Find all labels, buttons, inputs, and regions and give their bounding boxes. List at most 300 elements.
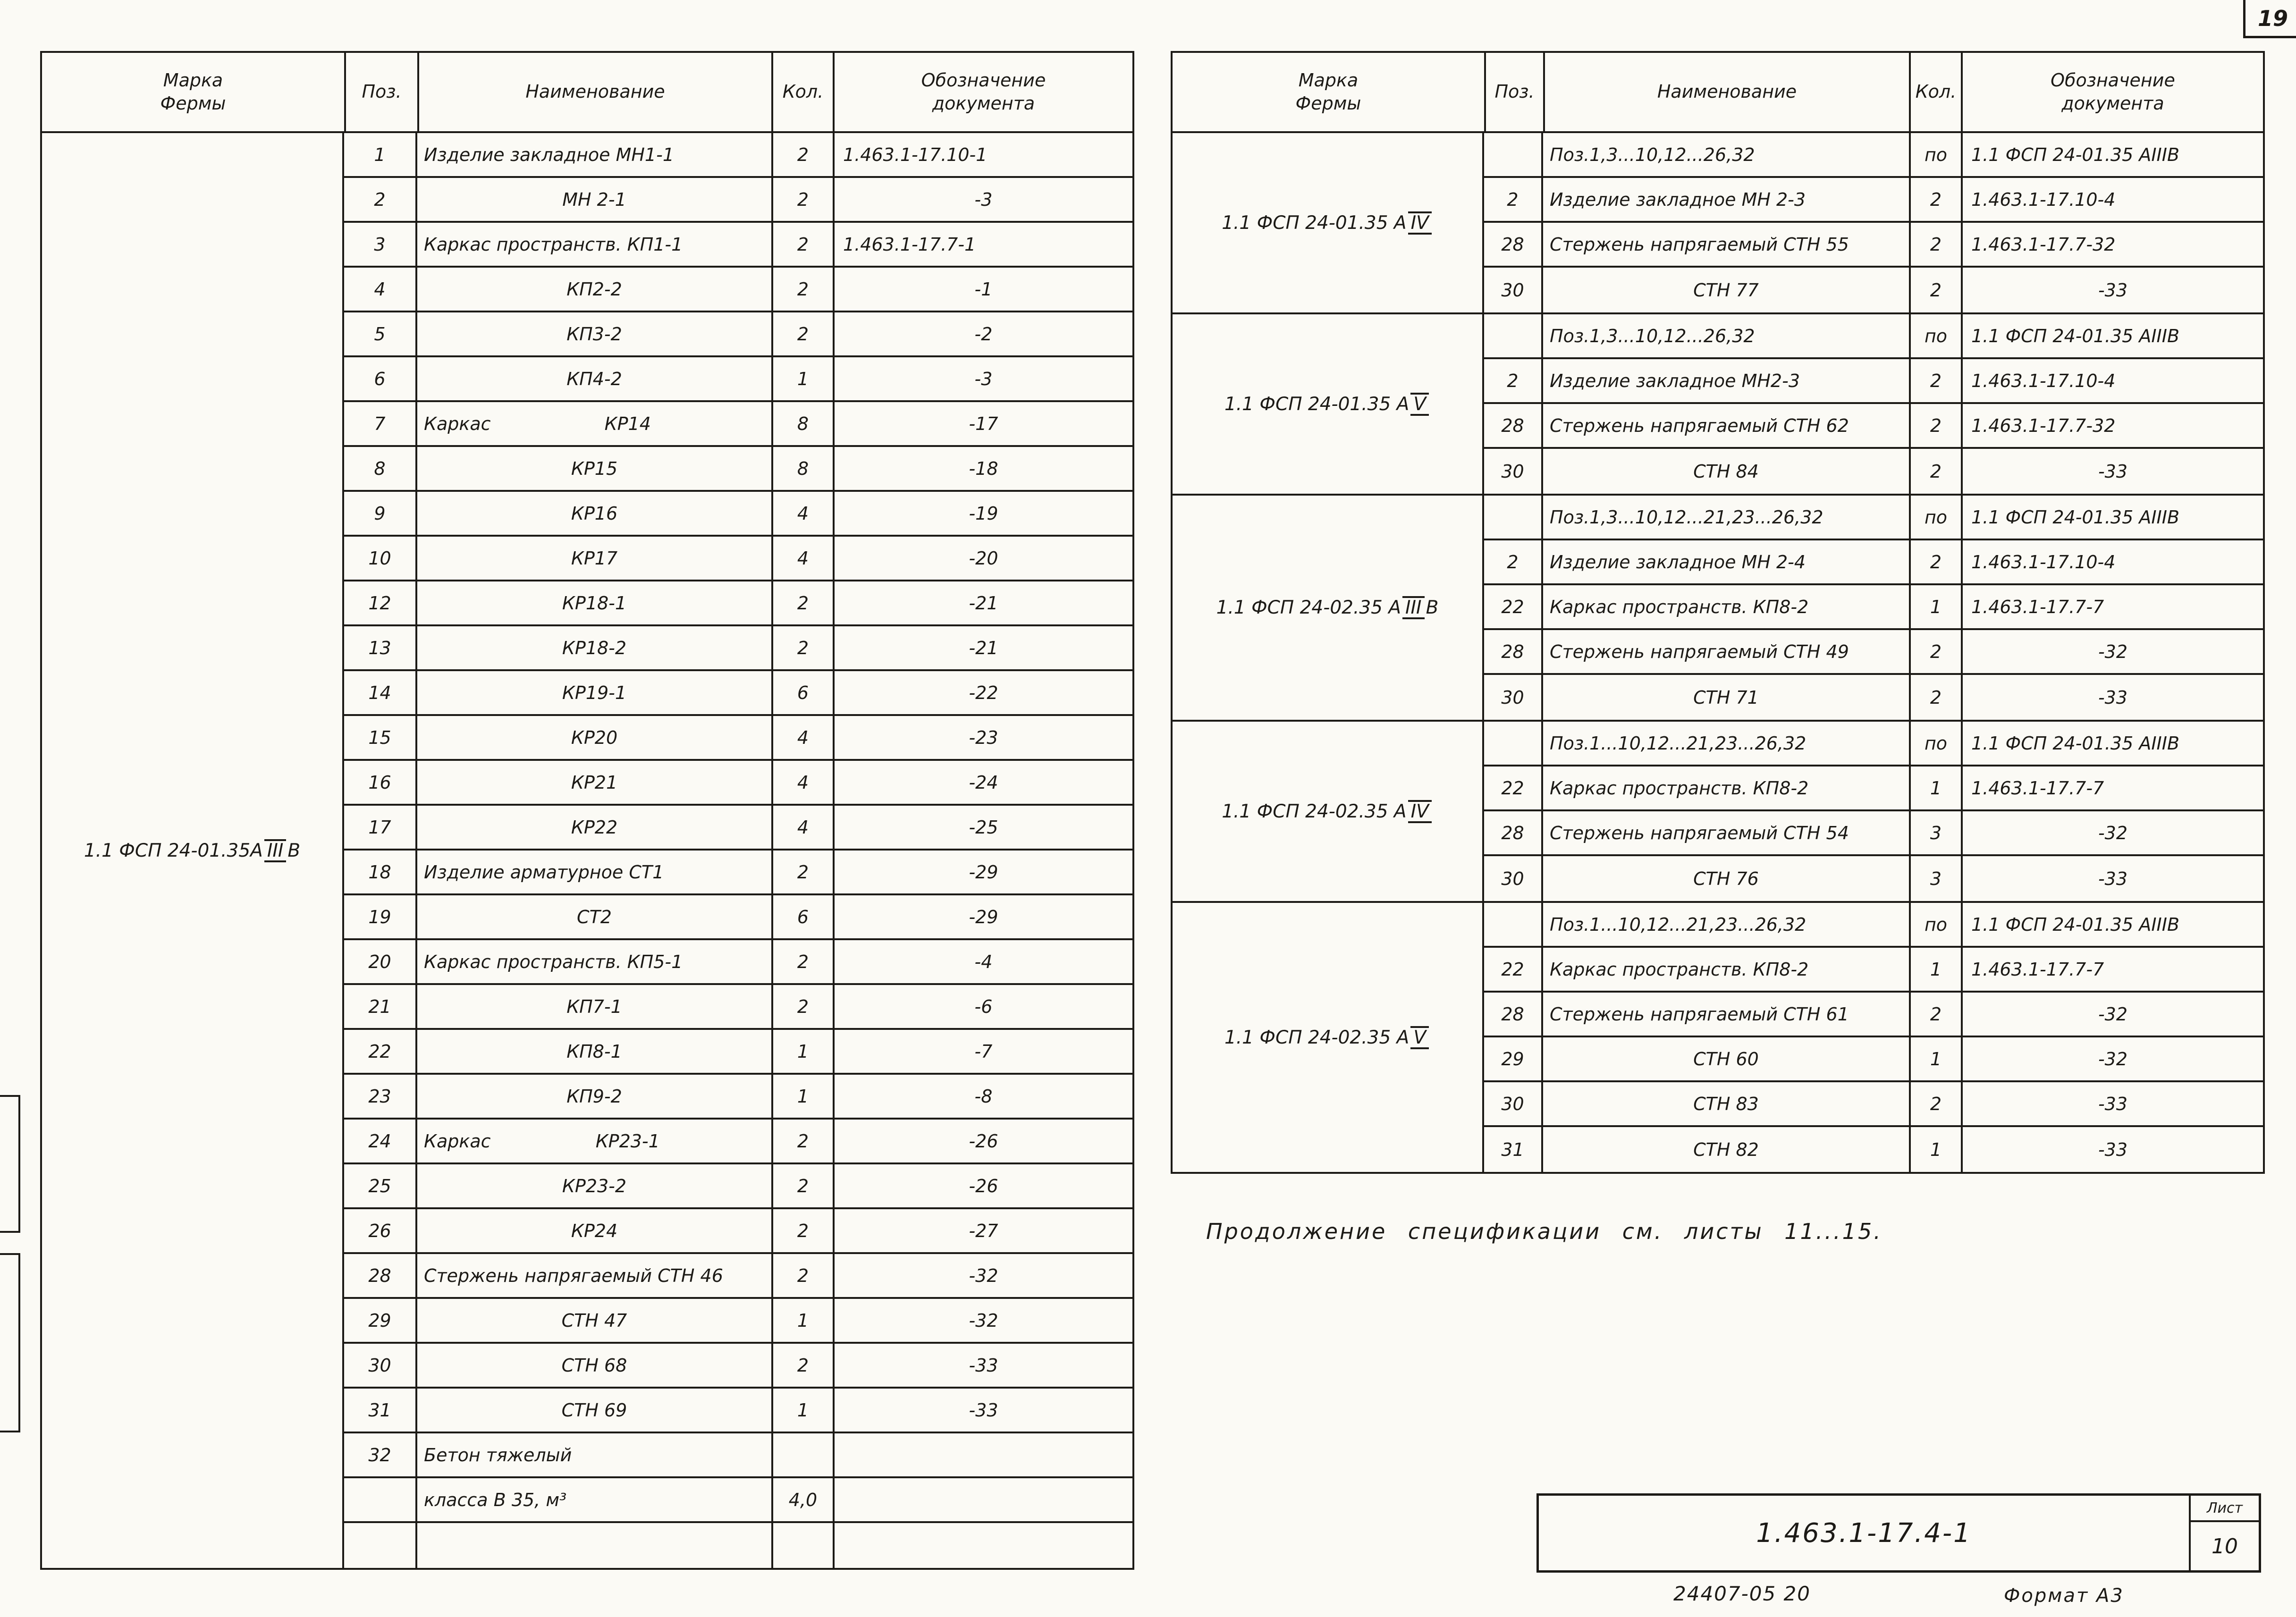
document-ref-cell: -29 (833, 851, 1132, 893)
item-name-cell (415, 581, 771, 624)
document-ref-cell: 1.463.1-17.7-32 (1961, 223, 2263, 266)
document-ref-cell: -1 (833, 268, 1132, 311)
quantity-cell: 2 (771, 268, 833, 311)
header-qty: Кол. (1909, 53, 1961, 131)
document-ref-cell: -32 (1961, 811, 2263, 854)
position-cell: 13 (368, 637, 391, 658)
left-rows (344, 133, 1132, 1568)
item-code: КП7-1 (566, 996, 622, 1017)
group-rows (1484, 903, 2263, 1172)
item-name-cell (1541, 856, 1909, 901)
document-ref-cell: -17 (833, 402, 1132, 445)
document-ref-cell: -25 (833, 806, 1132, 849)
item-code: КР18-2 (562, 637, 627, 658)
position-cell: 8 (374, 458, 386, 479)
truss-mark-prefix: 1.1 ФСП 24-01.35 А (1222, 212, 1407, 234)
item-name-cell (415, 761, 771, 804)
quantity-cell: 2 (1909, 223, 1961, 266)
document-ref-cell: -7 (833, 1030, 1132, 1073)
item-label: Каркас пространств. КП8-2 (1550, 596, 1809, 617)
position-cell: 17 (368, 817, 391, 838)
item-label: Каркас (424, 413, 491, 434)
right-groups (1173, 133, 2263, 1172)
position-cell: 22 (1501, 596, 1524, 617)
document-ref-cell: -20 (833, 537, 1132, 580)
item-label: Стержень напрягаемый СТН 54 (1550, 822, 1849, 843)
document-ref-cell: 1.1 ФСП 24-01.35 АIIIВ (1961, 722, 2263, 765)
quantity-cell: 2 (771, 1254, 833, 1297)
table-header (1173, 53, 2263, 133)
table-row (1484, 314, 2263, 359)
group-rows (1484, 133, 2263, 312)
position-cell (1484, 314, 1541, 357)
table-row (1484, 223, 2263, 268)
position-cell: 30 (1501, 279, 1524, 301)
truss-mark-roman: V (1410, 393, 1429, 416)
item-name-cell (1541, 722, 1909, 765)
position-cell: 2 (374, 189, 386, 210)
table-row (1484, 993, 2263, 1037)
table-row (344, 716, 1132, 761)
document-ref-cell: -4 (833, 940, 1132, 983)
item-name-cell (1541, 449, 1909, 494)
quantity-cell: 2 (771, 133, 833, 176)
document-ref-cell: -3 (833, 178, 1132, 221)
item-code: КР20 (571, 727, 618, 748)
position-cell (1484, 903, 1541, 946)
document-ref-cell: 1.463.1-17.10-1 (833, 133, 1132, 176)
table-row (344, 402, 1132, 447)
item-code: КР15 (571, 458, 618, 479)
quantity-cell: 2 (771, 940, 833, 983)
item-name-cell (415, 940, 771, 983)
document-ref-cell: -21 (833, 581, 1132, 624)
quantity-cell: 1 (1909, 1037, 1961, 1080)
item-name-cell (415, 492, 771, 535)
truss-mark-roman: IV (1408, 800, 1432, 823)
position-cell: 22 (368, 1041, 391, 1062)
header-mark (42, 53, 344, 131)
truss-group (1173, 722, 2263, 903)
position-cell (1484, 496, 1541, 539)
document-ref-cell: 1.1 ФСП 24-01.35 АIIIВ (1961, 133, 2263, 176)
document-ref-cell: -6 (833, 985, 1132, 1028)
truss-mark-suffix: В (287, 840, 301, 861)
document-ref-cell: -33 (1961, 856, 2263, 901)
document-ref-cell: 1.463.1-17.7-1 (833, 223, 1132, 266)
document-ref-cell: -33 (1961, 268, 2263, 312)
document-ref-cell: -21 (833, 626, 1132, 669)
item-label: Поз.1,3...10,12...26,32 (1550, 325, 1755, 346)
table-row (344, 447, 1132, 492)
quantity-cell: 2 (1909, 268, 1961, 312)
position-cell: 30 (1501, 687, 1524, 708)
truss-mark-roman: III (264, 839, 287, 862)
quantity-cell: 4,0 (771, 1478, 833, 1521)
document-ref-cell: -33 (1961, 1127, 2263, 1172)
document-ref-cell: -22 (833, 671, 1132, 714)
document-ref-cell: 1.463.1-17.7-7 (1961, 585, 2263, 628)
quantity-cell: 2 (1909, 449, 1961, 494)
item-code: МН 2-1 (562, 189, 626, 210)
quantity-cell: 4 (771, 537, 833, 580)
item-name-cell (415, 1075, 771, 1118)
item-name-cell (415, 1389, 771, 1432)
quantity-cell: 1 (771, 1389, 833, 1432)
position-cell: 32 (368, 1444, 391, 1465)
item-name-cell (415, 1478, 771, 1521)
item-code: СТН 84 (1693, 461, 1759, 482)
truss-mark (42, 133, 344, 1568)
document-ref-cell: -32 (1961, 630, 2263, 673)
quantity-cell: 2 (1909, 993, 1961, 1036)
item-name-cell (415, 537, 771, 580)
quantity-cell: 1 (771, 1030, 833, 1073)
quantity-cell: 1 (771, 357, 833, 400)
item-name-cell (415, 1254, 771, 1297)
header-mark-line1: Марка (163, 69, 223, 91)
quantity-cell: по (1909, 133, 1961, 176)
item-name-cell (415, 671, 771, 714)
table-row (1484, 766, 2263, 811)
quantity-cell: 2 (771, 1209, 833, 1252)
document-ref-cell: -33 (833, 1344, 1132, 1387)
item-name-cell (1541, 133, 1909, 176)
quantity-cell: 2 (771, 312, 833, 355)
document-ref-cell: -33 (833, 1389, 1132, 1432)
position-cell: 10 (368, 547, 391, 569)
document-ref-cell: -24 (833, 761, 1132, 804)
item-code: КР14 (604, 413, 651, 434)
table-row (344, 940, 1132, 985)
document-ref-cell: -26 (833, 1120, 1132, 1162)
document-ref-cell: -2 (833, 312, 1132, 355)
right-spec-table (1171, 51, 2265, 1174)
table-row (344, 895, 1132, 940)
item-name-cell (1541, 993, 1909, 1036)
document-ref-cell: -23 (833, 716, 1132, 759)
item-code: КР16 (571, 503, 618, 524)
document-ref-cell: -27 (833, 1209, 1132, 1252)
format-label: Формат А3 (2004, 1585, 2124, 1607)
item-code: СТН 60 (1693, 1048, 1759, 1070)
quantity-cell: по (1909, 903, 1961, 946)
table-row (344, 985, 1132, 1030)
document-ref-cell (833, 1433, 1132, 1476)
item-name-cell (415, 806, 771, 849)
document-ref-cell: -32 (833, 1254, 1132, 1297)
truss-mark-prefix: 1.1 ФСП 24-02.35 А (1216, 597, 1401, 618)
quantity-cell: 2 (771, 1344, 833, 1387)
sheet-label: Лист (2191, 1496, 2259, 1522)
item-name-cell (415, 223, 771, 266)
position-cell: 4 (374, 278, 386, 300)
quantity-cell: 2 (1909, 359, 1961, 402)
quantity-cell: 2 (771, 1120, 833, 1162)
table-row (1484, 948, 2263, 993)
document-ref-cell: 1.1 ФСП 24-01.35 АIIIВ (1961, 903, 2263, 946)
item-name-cell (415, 133, 771, 176)
item-name-cell (415, 312, 771, 355)
left-spec-table (40, 51, 1134, 1570)
header-doc (1961, 53, 2263, 131)
position-cell: 14 (368, 682, 391, 703)
quantity-cell: 8 (771, 402, 833, 445)
quantity-cell: 1 (1909, 585, 1961, 628)
document-number: 1.463.1-17.4-1 (1756, 1517, 1972, 1549)
item-name-cell (1541, 811, 1909, 854)
position-cell: 12 (368, 592, 391, 614)
document-ref-cell: -19 (833, 492, 1132, 535)
item-code: КП8-1 (566, 1041, 622, 1062)
document-ref-cell: 1.463.1-17.10-4 (1961, 359, 2263, 402)
position-cell: 22 (1501, 959, 1524, 980)
table-row (344, 671, 1132, 716)
position-cell: 30 (1501, 1093, 1524, 1114)
item-name-cell (1541, 178, 1909, 221)
item-name-cell (1541, 948, 1909, 991)
table-row (344, 851, 1132, 895)
item-code: КП3-2 (566, 323, 622, 345)
position-cell: 5 (374, 323, 386, 345)
quantity-cell: 1 (1909, 766, 1961, 809)
quantity-cell (771, 1523, 833, 1568)
item-name-cell (415, 1164, 771, 1207)
header-doc-line1: Обозначение (2051, 69, 2175, 91)
table-row (344, 1478, 1132, 1523)
item-code: КР17 (571, 547, 618, 569)
table-row (1484, 856, 2263, 901)
item-label: Стержень напрягаемый СТН 46 (424, 1265, 723, 1286)
quantity-cell: 4 (771, 492, 833, 535)
item-code: КП9-2 (566, 1086, 622, 1107)
position-cell: 30 (1501, 868, 1524, 889)
position-cell: 22 (1501, 777, 1524, 799)
item-name-cell (1541, 314, 1909, 357)
quantity-cell: 4 (771, 761, 833, 804)
group-rows (1484, 722, 2263, 901)
item-label: класса В 35, м³ (424, 1489, 567, 1510)
item-name-cell (415, 985, 771, 1028)
item-label: Поз.1...10,12...21,23...26,32 (1550, 733, 1806, 754)
truss-mark (1173, 496, 1484, 720)
item-code: КП2-2 (566, 278, 622, 300)
table-row (344, 626, 1132, 671)
position-cell: 20 (368, 951, 391, 972)
document-ref-cell: -18 (833, 447, 1132, 490)
truss-group (1173, 496, 2263, 722)
table-row (1484, 540, 2263, 585)
truss-mark-suffix: В (1426, 597, 1439, 618)
quantity-cell: 6 (771, 671, 833, 714)
document-ref-cell: 1.463.1-17.10-4 (1961, 178, 2263, 221)
header-pos: Поз. (1484, 53, 1543, 131)
item-name-cell (1541, 268, 1909, 312)
position-cell: 30 (368, 1355, 391, 1376)
item-code: КР22 (571, 817, 618, 838)
position-cell (1484, 722, 1541, 765)
position-cell: 16 (368, 772, 391, 793)
table-row (1484, 722, 2263, 766)
table-row (1484, 133, 2263, 178)
position-cell (344, 1478, 415, 1521)
position-cell (344, 1523, 415, 1568)
table-row (344, 268, 1132, 312)
header-name: Наименование (417, 53, 771, 131)
table-row (344, 806, 1132, 851)
item-name-cell (415, 178, 771, 221)
item-code: КР18-1 (562, 592, 627, 614)
header-doc-line2: документа (932, 93, 1035, 114)
table-row (344, 537, 1132, 581)
table-row (1484, 496, 2263, 540)
position-cell: 28 (1501, 415, 1524, 436)
item-label: Каркас пространств. КП8-2 (1550, 959, 1809, 980)
item-name-cell (415, 1209, 771, 1252)
position-cell: 26 (368, 1220, 391, 1241)
truss-group (1173, 133, 2263, 314)
item-name-cell (415, 1523, 771, 1568)
position-cell: 1 (374, 144, 386, 165)
position-cell: 23 (368, 1086, 391, 1107)
document-ref-cell: 1.1 ФСП 24-01.35 АIIIВ (1961, 496, 2263, 539)
table-row (344, 1120, 1132, 1164)
position-cell: 2 (1507, 189, 1519, 210)
header-pos: Поз. (344, 53, 417, 131)
position-cell: 28 (1501, 234, 1524, 255)
position-cell: 9 (374, 503, 386, 524)
item-name-cell (415, 1299, 771, 1342)
item-code: КР19-1 (562, 682, 627, 703)
document-ref-cell: 1.1 ФСП 24-01.35 АIIIВ (1961, 314, 2263, 357)
table-row (344, 1299, 1132, 1344)
stamp-code: 24407-05 20 (1673, 1582, 1811, 1605)
item-name-cell (1541, 404, 1909, 447)
table-row (344, 492, 1132, 537)
quantity-cell: по (1909, 314, 1961, 357)
item-name-cell (415, 268, 771, 311)
quantity-cell: 2 (771, 178, 833, 221)
table-row (344, 133, 1132, 178)
item-code: КП4-2 (566, 368, 622, 389)
position-cell: 30 (1501, 461, 1524, 482)
table-row (1484, 1082, 2263, 1127)
document-ref-cell: -33 (1961, 1082, 2263, 1125)
truss-mark-prefix: 1.1 ФСП 24-01.35 А (1224, 393, 1410, 415)
item-code: КР23-2 (562, 1175, 627, 1196)
item-name-cell (415, 1030, 771, 1073)
document-ref-cell: -33 (1961, 449, 2263, 494)
position-cell: 28 (368, 1265, 391, 1286)
item-name-cell (415, 357, 771, 400)
quantity-cell: 1 (1909, 948, 1961, 991)
item-label: Бетон тяжелый (424, 1444, 572, 1465)
quantity-cell: 2 (771, 985, 833, 1028)
quantity-cell: 2 (1909, 630, 1961, 673)
position-cell: 2 (1507, 370, 1519, 391)
quantity-cell: 2 (1909, 675, 1961, 720)
table-row (1484, 449, 2263, 494)
document-ref-cell: 1.463.1-17.7-32 (1961, 404, 2263, 447)
item-name-cell (1541, 630, 1909, 673)
position-cell: 19 (368, 906, 391, 927)
position-cell: 29 (368, 1310, 391, 1331)
table-row (344, 223, 1132, 268)
quantity-cell: 4 (771, 806, 833, 849)
quantity-cell: 2 (1909, 404, 1961, 447)
item-label: Изделие закладное МН2-3 (1550, 370, 1800, 391)
document-ref-cell (833, 1478, 1132, 1521)
item-name-cell (415, 1433, 771, 1476)
sheet-number: 10 (2212, 1534, 2238, 1558)
table-row (344, 1030, 1132, 1075)
table-row (1484, 404, 2263, 449)
item-name-cell (1541, 223, 1909, 266)
quantity-cell: 3 (1909, 856, 1961, 901)
header-name: Наименование (1543, 53, 1909, 131)
truss-mark (1173, 133, 1484, 312)
position-cell: 28 (1501, 822, 1524, 843)
table-row (344, 178, 1132, 223)
position-cell: 28 (1501, 641, 1524, 662)
header-mark-line2: Фермы (160, 93, 226, 114)
quantity-cell: 8 (771, 447, 833, 490)
document-ref-cell: -8 (833, 1075, 1132, 1118)
item-name-cell (1541, 496, 1909, 539)
item-code: СТН 68 (561, 1355, 627, 1376)
truss-group (1173, 314, 2263, 496)
quantity-cell: 1 (771, 1299, 833, 1342)
item-name-cell (1541, 1127, 1909, 1172)
item-label: Стержень напрягаемый СТН 61 (1550, 1003, 1849, 1025)
quantity-cell: 3 (1909, 811, 1961, 854)
group-rows (1484, 496, 2263, 720)
table-row (1484, 359, 2263, 404)
item-code: СТН 71 (1693, 687, 1759, 708)
item-code: КР21 (571, 772, 618, 793)
truss-mark-roman: V (1410, 1026, 1429, 1049)
item-name-cell (1541, 359, 1909, 402)
position-cell (1484, 133, 1541, 176)
item-label: Поз.1,3...10,12...21,23...26,32 (1550, 506, 1823, 528)
position-cell: 15 (368, 727, 391, 748)
document-ref-cell: -32 (1961, 993, 2263, 1036)
item-name-cell (415, 895, 771, 938)
item-name-cell (415, 851, 771, 893)
table-row (344, 1254, 1132, 1299)
table-row (344, 1164, 1132, 1209)
item-code: СТН 76 (1693, 868, 1759, 889)
table-row (1484, 675, 2263, 720)
header-mark (1173, 53, 1484, 131)
table-row (344, 1523, 1132, 1568)
table-row (344, 312, 1132, 357)
item-code: СТН 77 (1693, 279, 1759, 301)
item-label: Изделие закладное МН1-1 (424, 144, 674, 165)
table-row (344, 581, 1132, 626)
position-cell: 31 (1501, 1139, 1524, 1160)
page-corner-number: 19 (2243, 0, 2296, 38)
item-name-cell (1541, 675, 1909, 720)
position-cell: 3 (374, 234, 386, 255)
item-code: СТН 83 (1693, 1093, 1759, 1114)
position-cell: 24 (368, 1130, 391, 1152)
item-label: Поз.1,3...10,12...26,32 (1550, 144, 1755, 165)
item-code: СТН 82 (1693, 1139, 1759, 1160)
quantity-cell: 1 (1909, 1127, 1961, 1172)
table-row (1484, 630, 2263, 675)
position-cell: 6 (374, 368, 386, 389)
